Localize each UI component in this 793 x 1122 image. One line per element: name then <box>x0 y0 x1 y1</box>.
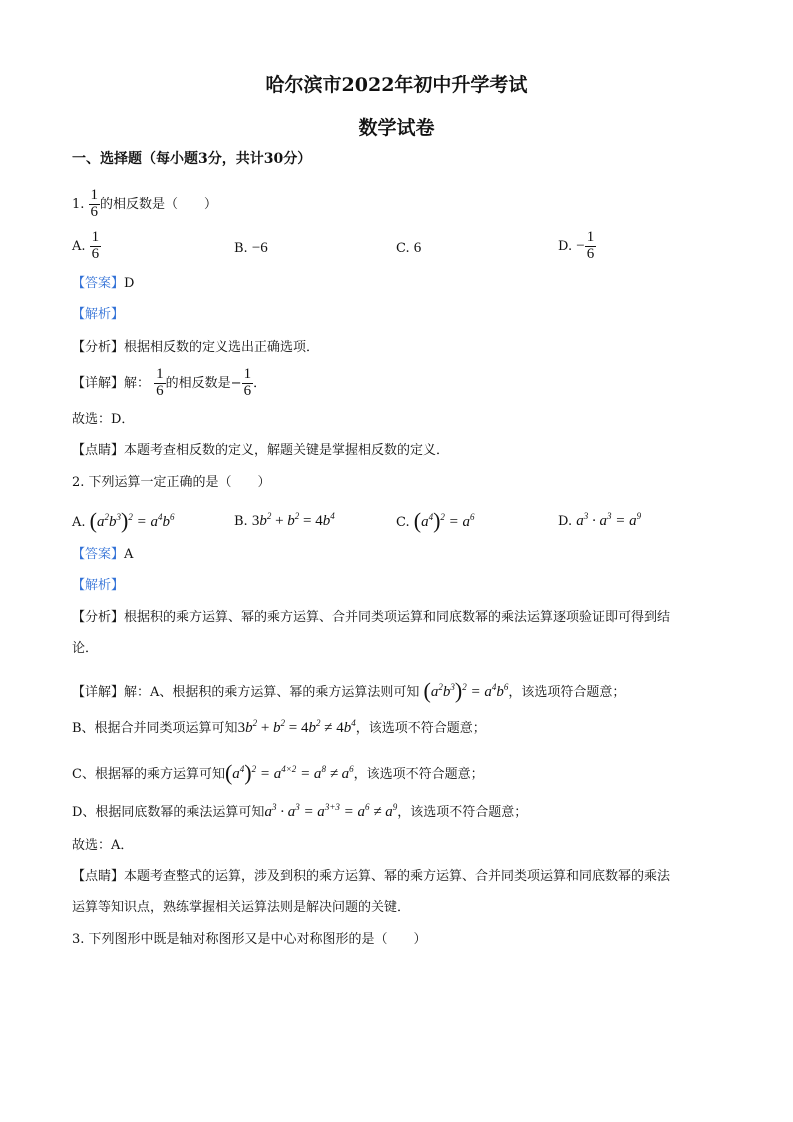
q2-option-c: C. $(a^4)^2 = a^6$ <box>396 508 475 533</box>
q1-detail: 【详解】解： $\frac{1}{6}$ 的相反数是− $\frac{1}{6}$ ． <box>72 366 267 399</box>
page-title: 哈尔滨市2022年初中升学考试 <box>265 74 528 96</box>
q2-choose: 故选：A． <box>72 838 134 853</box>
q1-option-d: D. − $\frac{1}{6}$ <box>558 229 595 262</box>
q1-fenxi: 【分析】根据相反数的定义选出正确选项． <box>72 340 320 355</box>
q1-point: 【点睛】本题考查相反数的定义，解题关键是掌握相反数的定义． <box>72 443 450 458</box>
page-subtitle: 数学试卷 <box>358 117 435 139</box>
question-2: 2. 下列运算一定正确的是（ ） <box>72 475 271 490</box>
q1-option-a: A. $\frac{1}{6}$ <box>72 229 100 262</box>
q1-number: 1. <box>72 196 85 212</box>
q2-detail-a: 【详解】解：A、根据积的乘方运算、幂的乘方运算法则可知 $(a^2b^3)^2 = a^4b^6$，该选项符合题意； <box>72 678 626 703</box>
q1-choose: 故选：D． <box>72 412 135 427</box>
q2-answer: 【答案】A <box>72 547 134 562</box>
question-3: 3. 下列图形中既是轴对称图形又是中心对称图形的是（ ） <box>72 932 427 947</box>
q2-detail-c: C、根据幂的乘方运算可知$(a^4)^2 = a^{4\times 2} = a^8 \ne a^6$，该选项不符合题意； <box>72 760 484 785</box>
q1-option-b: B. −6 <box>234 240 268 256</box>
q2-detail-b: B、根据合并同类项运算可知$3b^2 + b^2 = 4b^2 \ne 4b^4$，该选项不符合题意； <box>72 718 486 736</box>
q2-option-a: A. $(a^2b^3)^2 = a^4b^6$ <box>72 508 175 533</box>
q2-option-d: D. $a^3 \cdot a^3 = a^9$ <box>558 511 642 529</box>
q1-fraction: $\frac{1}{6}$ <box>90 187 99 220</box>
q1-stem: 的相反数是（ ） <box>100 196 218 212</box>
q2-detail-d: D、根据同底数幂的乘法运算可知$a^3 \cdot a^3 = a^{3+3} = a^6 \ne a^9$，该选项不符合题意； <box>72 802 528 820</box>
q1-answer: 【答案】D <box>72 276 135 291</box>
q1-option-c: C. 6 <box>396 240 422 256</box>
q2-analysis-label: 【解析】 <box>72 578 125 593</box>
section-heading: 一、选择题（每小题3分，共计30分） <box>72 151 312 167</box>
q1-analysis-label: 【解析】 <box>72 307 125 322</box>
q2-fenxi-line1: 【分析】根据积的乘方运算、幂的乘方运算、合并同类项运算和同底数幂的乘法运算逐项验证即可得到结 <box>72 610 671 625</box>
question-1 <box>72 188 217 221</box>
q2-point-line1: 【点睛】本题考查整式的运算，涉及到积的乘方运算、幂的乘方运算、合并同类项运算和同底数幂的乘法 <box>72 869 671 884</box>
q2-point-line2: 运算等知识点，熟练掌握相关运算法则是解决问题的关键． <box>72 900 411 915</box>
q2-fenxi-line2: 论． <box>72 641 99 656</box>
q2-option-b: B. $3b^2 + b^2 = 4b^4$ <box>234 511 335 529</box>
